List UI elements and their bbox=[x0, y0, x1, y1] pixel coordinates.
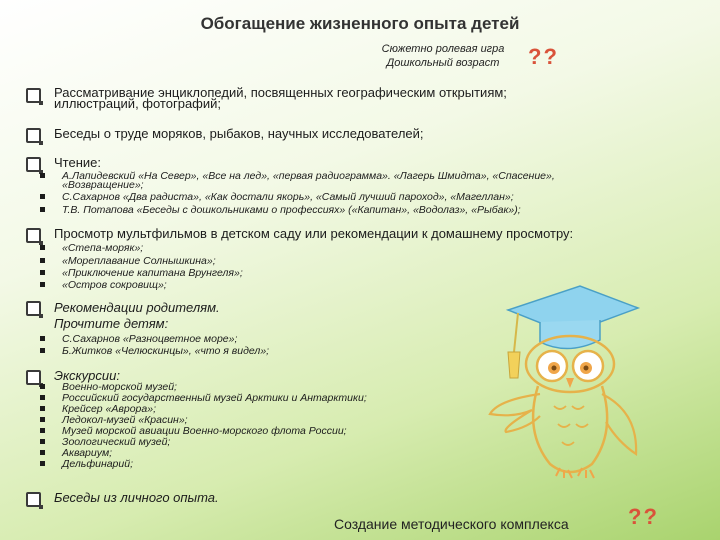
square-bullet-icon bbox=[40, 194, 45, 199]
square-bullet-icon bbox=[40, 207, 45, 212]
section-heading bbox=[54, 300, 220, 332]
checkbox-bullet-icon bbox=[26, 228, 41, 243]
list-item: Зоологический музей; bbox=[62, 436, 170, 448]
subtitle-line: Дошкольный возраст bbox=[386, 57, 500, 69]
page-title: Обогащение жизненного опыта детей bbox=[200, 14, 520, 33]
list-item: Крейсер «Аврора»; bbox=[62, 403, 156, 415]
square-bullet-icon bbox=[40, 406, 45, 411]
section-heading: Чтение: bbox=[54, 155, 101, 170]
section-heading: Беседы из личного опыта. bbox=[54, 490, 219, 505]
square-bullet-icon bbox=[40, 282, 45, 287]
footer-title: Создание методического комплекса bbox=[334, 516, 569, 532]
square-bullet-icon bbox=[40, 173, 45, 178]
checkbox-bullet-icon bbox=[26, 157, 41, 172]
question-marks-icon: ?? bbox=[628, 504, 659, 529]
heading-line: Прочтите детям: bbox=[54, 316, 169, 331]
square-bullet-icon bbox=[40, 258, 45, 263]
square-bullet-icon bbox=[40, 270, 45, 275]
list-item: «Остров сокровищ»; bbox=[62, 279, 167, 291]
square-bullet-icon bbox=[40, 417, 45, 422]
list-item: А.Лапидевский «На Север», «Все на лед», «первая радиограмма». «Лагерь Шмидта», «Спасение», bbox=[62, 170, 555, 182]
square-bullet-icon bbox=[40, 384, 45, 389]
square-bullet-icon bbox=[40, 439, 45, 444]
list-item: Б.Житков «Челюскинцы», «что я видел»; bbox=[62, 345, 269, 357]
heading-line: Рассматривание энциклопедий, посвященных географическим открытиям; bbox=[54, 85, 507, 100]
section-heading bbox=[54, 87, 507, 109]
list-item: Музей морской авиации Военно-морского флота России; bbox=[62, 425, 347, 437]
square-bullet-icon bbox=[40, 395, 45, 400]
square-bullet-icon bbox=[40, 245, 45, 250]
list-item: «Приключение капитана Врунгеля»; bbox=[62, 267, 243, 279]
heading-line: иллюстраций, фотографий; bbox=[54, 96, 222, 111]
list-item: Военно-морской музей; bbox=[62, 381, 177, 393]
section-heading: Беседы о труде моряков, рыбаков, научных исследователей; bbox=[54, 126, 424, 141]
list-item: Т.В. Потапова «Беседы с дошкольниками о профессиях» («Капитан», «Водолаз», «Рыбак»); bbox=[62, 204, 521, 216]
list-item: «Мореплавание Солнышкина»; bbox=[62, 255, 216, 267]
list-item: С.Сахарнов «Разноцветное море»; bbox=[62, 333, 237, 345]
square-bullet-icon bbox=[40, 450, 45, 455]
list-item: Ледокол-музей «Красин»; bbox=[62, 414, 188, 426]
owl-graduate-icon bbox=[488, 282, 648, 482]
checkbox-bullet-icon bbox=[26, 370, 41, 385]
checkbox-bullet-icon bbox=[26, 88, 41, 103]
checkbox-bullet-icon bbox=[26, 301, 41, 316]
checkbox-bullet-icon bbox=[26, 128, 41, 143]
section-heading: Просмотр мультфильмов в детском саду или рекомендации к домашнему просмотру: bbox=[54, 226, 574, 241]
list-item: Российский государственный музей Арктики и Антарктики; bbox=[62, 392, 367, 404]
list-item: Дельфинарий; bbox=[62, 458, 133, 470]
checkbox-bullet-icon bbox=[26, 492, 41, 507]
square-bullet-icon bbox=[40, 336, 45, 341]
question-marks-icon: ?? bbox=[528, 44, 559, 69]
list-item: «Возвращение»; bbox=[62, 179, 144, 191]
subtitle bbox=[368, 42, 518, 70]
list-item: С.Сахарнов «Два радиста», «Как достали якорь», «Самый лучший пароход», «Магеллан»; bbox=[62, 191, 514, 203]
square-bullet-icon bbox=[40, 461, 45, 466]
section-heading: Экскурсии: bbox=[54, 368, 120, 383]
square-bullet-icon bbox=[40, 428, 45, 433]
list-item: «Степа-моряк»; bbox=[62, 242, 143, 254]
heading-line: Рекомендации родителям. bbox=[54, 300, 220, 315]
subtitle-line: Сюжетно ролевая игра bbox=[381, 43, 505, 55]
square-bullet-icon bbox=[40, 348, 45, 353]
list-item: Аквариум; bbox=[62, 447, 112, 459]
